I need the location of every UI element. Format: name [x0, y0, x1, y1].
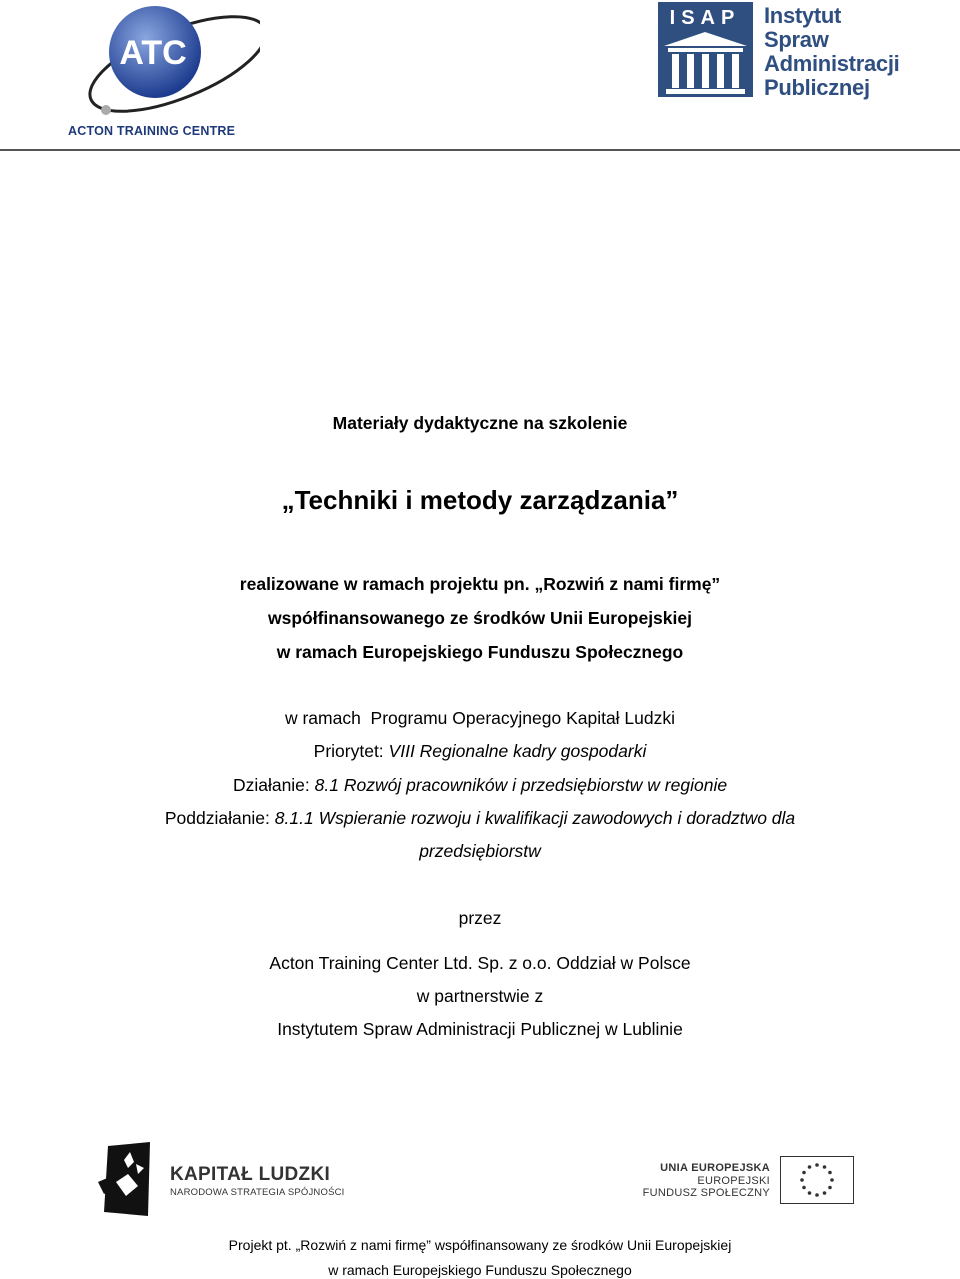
priority-value: VIII Regionalne kadry gospodarki: [388, 741, 647, 761]
eu-star: [802, 1171, 806, 1175]
eu-star: [802, 1186, 806, 1190]
intro-text: Materiały dydaktyczne na szkolenie: [332, 413, 628, 433]
kapital-ludzki-subtitle: NARODOWA STRATEGIA SPÓJNOŚCI: [170, 1187, 345, 1198]
action-value: 8.1 Rozwój pracowników i przedsiębiorstw w regionie: [314, 775, 728, 795]
eu-star: [828, 1186, 832, 1190]
program-line: w ramach Programu Operacyjnego Kapitał Ludzki: [284, 708, 676, 728]
org-line-3: Instytutem Spraw Administracji Publicznej w Lublinie: [277, 1019, 683, 1039]
project-line-3: w ramach Europejskiego Funduszu Społecznego: [276, 642, 684, 662]
eu-star: [808, 1191, 812, 1195]
eu-star: [808, 1165, 812, 1169]
by-text: przez: [458, 908, 502, 928]
priority-line: [0, 741, 960, 762]
atc-company-name: ACTON TRAINING CENTRE: [68, 124, 236, 138]
isap-word-3: Administracji: [764, 51, 900, 76]
eu-star: [800, 1178, 804, 1182]
kapital-ludzki-title: KAPITAŁ LUDZKI: [170, 1164, 331, 1185]
eu-line-3: FUNDUSZ SPOŁECZNY: [642, 1187, 770, 1199]
header-divider: [0, 149, 960, 151]
eu-star: [828, 1171, 832, 1175]
eu-star: [815, 1193, 819, 1197]
footer-line-1: Projekt pt. „Rozwiń z nami firmę” współfinansowany ze środków Unii Europejskiej: [228, 1237, 732, 1253]
eu-star: [815, 1163, 819, 1167]
action-label: Działanie:: [232, 775, 315, 795]
isap-word-2: Spraw: [764, 27, 829, 52]
subaction-line: [0, 808, 960, 829]
eu-line-1: UNIA EUROPEJSKA: [660, 1162, 770, 1174]
eu-star: [823, 1191, 827, 1195]
subaction-label: Poddziałanie:: [164, 808, 275, 828]
subaction-value: 8.1.1 Wspieranie rozwoju i kwalifikacji zawodowych i doradztwo dla: [274, 808, 796, 828]
project-line-1: realizowane w ramach projektu pn. „Rozwiń z nami firmę”: [239, 574, 721, 594]
isap-word-1: Instytut: [764, 3, 842, 28]
atc-logo-text: ATC: [119, 34, 187, 72]
isap-word-4: Publicznej: [764, 75, 870, 100]
action-line: [0, 775, 960, 796]
document-title: „Techniki i metody zarządzania”: [281, 485, 679, 515]
eu-star: [823, 1165, 827, 1169]
kapital-ludzki-logo: [98, 1142, 154, 1218]
isap-logo: [658, 2, 753, 97]
org-line-1: Acton Training Center Ltd. Sp. z o.o. Oddział w Polsce: [269, 953, 691, 973]
subaction-value-cont: przedsiębiorstw: [419, 841, 541, 861]
priority-label: Priorytet:: [313, 741, 389, 761]
eu-line-2: EUROPEJSKI: [697, 1175, 770, 1187]
isap-logo-text: ISAP: [669, 7, 741, 29]
project-line-2: współfinansowanego ze środków Unii Europejskiej: [268, 608, 692, 628]
eu-star: [830, 1178, 834, 1182]
eu-flag-icon: [780, 1156, 854, 1204]
footer-line-2: w ramach Europejskiego Funduszu Społecznego: [328, 1262, 632, 1278]
org-line-2: w partnerstwie z: [416, 986, 544, 1006]
atc-logo: [60, 2, 260, 142]
